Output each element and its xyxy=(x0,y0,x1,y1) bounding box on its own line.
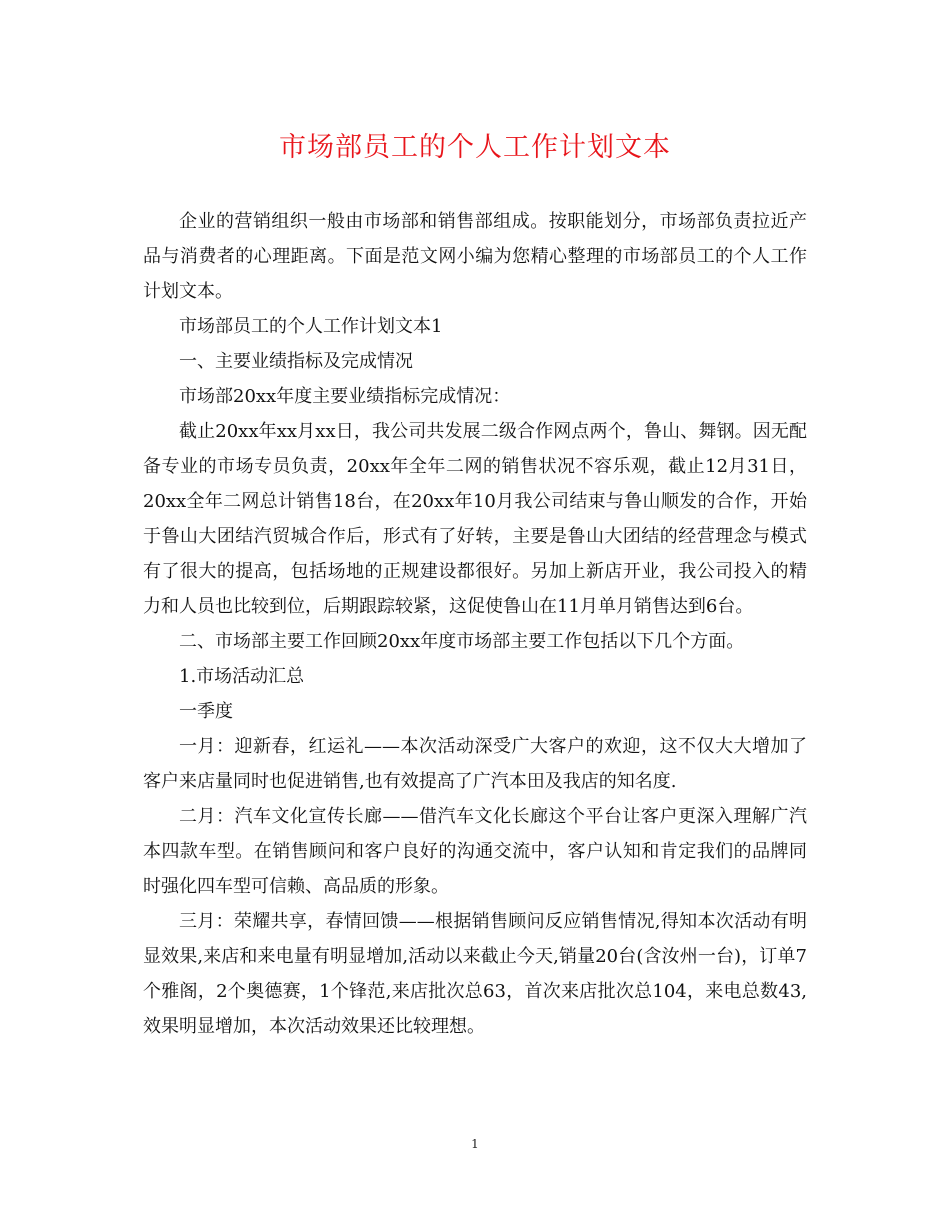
section-heading-review: 二、市场部主要工作回顾20xx年度市场部主要工作包括以下几个方面。 xyxy=(179,631,745,652)
subsection-heading-activities: 1.市场活动汇总 xyxy=(179,666,305,687)
intro-paragraph: 企业的营销组织一般由市场部和销售部组成。按职能划分，市场部负责拉近产品与消费者的心理距离。下面是范文网小编为您精心整理的市场部员工的个人工作计划文本。 xyxy=(143,211,807,302)
january-paragraph: 一月：迎新春，红运礼——本次活动深受广大客户的欢迎，这不仅大大增加了客户来店量同时也促进销售,也有效提高了广汽本田及我店的知名度. xyxy=(143,736,807,792)
performance-paragraph: 截止20xx年xx月xx日，我公司共发展二级合作网点两个，鲁山、舞钢。因无配备专业的市场专员负责，20xx年全年二网的销售状况不容乐观，截止12月31日，20xx全年二网总计销售18台，在20xx年10月我公司结束与鲁山顺发的合作，开始于鲁山大团结汽贸城合作后，形式有了好转，主要是鲁山大团结的经营理念与模式有了很大的提高，包括场地的正规建设都很好。另加上新店开业，我公司投入的精力和人员也比较到位，后期跟踪较紧，这促使鲁山在11月单月销售达到6台。 xyxy=(143,421,807,617)
page-number: 1 xyxy=(471,1137,479,1151)
march-paragraph: 三月：荣耀共享，春情回馈——根据销售顾问反应销售情况,得知本次活动有明显效果,来店和来电量有明显增加,活动以来截止今天,销量20台(含汝州一台)，订单7个雅阁，2个奥德赛，1个锋范,来店批次总63，首次来店批次总104，来电总数43,效果明显增加，本次活动效果还比较理想。 xyxy=(143,911,807,1037)
quarter-heading: 一季度 xyxy=(179,701,233,722)
section-heading-performance: 一、主要业绩指标及完成情况 xyxy=(179,351,413,372)
section-heading-plan-1: 市场部员工的个人工作计划文本1 xyxy=(179,316,443,337)
document-title: 市场部员工的个人工作计划文本 xyxy=(279,132,671,163)
document-body xyxy=(143,204,807,1044)
performance-subheading: 市场部20xx年度主要业绩指标完成情况： xyxy=(179,386,511,407)
february-paragraph: 二月：汽车文化宣传长廊——借汽车文化长廊这个平台让客户更深入理解广汽本四款车型。在销售顾问和客户良好的沟通交流中，客户认知和肯定我们的品牌同时强化四车型可信赖、高品质的形象。 xyxy=(143,806,807,897)
